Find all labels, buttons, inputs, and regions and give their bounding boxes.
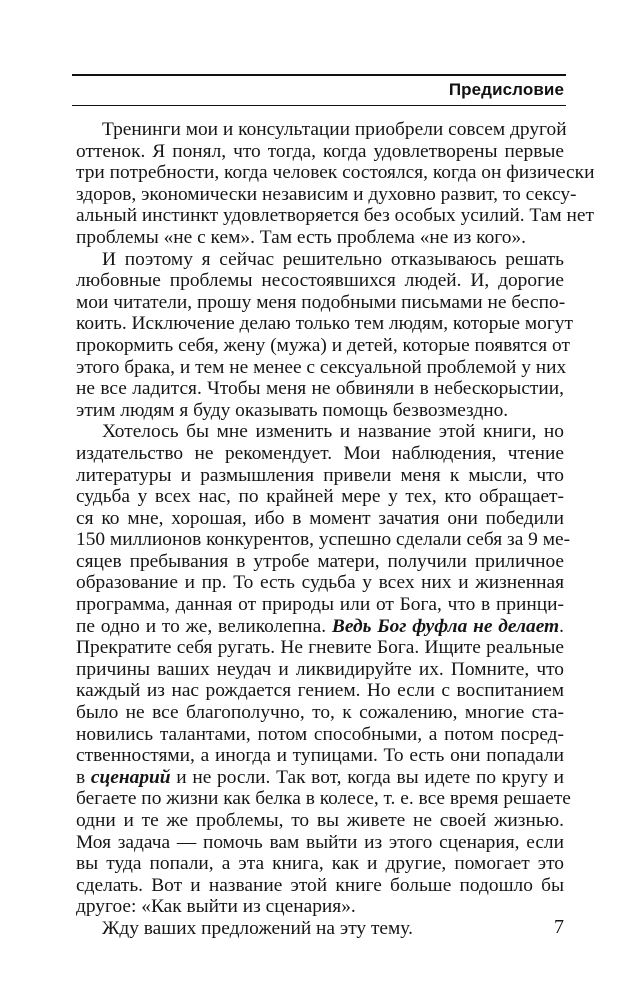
text-line: оттенок. Я понял, что тогда, когда удовлетворены первые xyxy=(76,140,564,162)
text-line: новились талантами, потом способными, а потом посред- xyxy=(76,723,564,745)
text-line: вы туда попали, а эта книга, как и другие, помогает это xyxy=(76,853,564,875)
text-run: и не росли. Так вот, когда вы идете по кругу и xyxy=(170,766,564,788)
text-line: другое: «Как выйти из сценария». xyxy=(76,896,356,918)
text-line: этим людям я буду оказывать помощь безвозмездно. xyxy=(76,399,509,421)
text-run: в xyxy=(76,766,91,788)
paragraph xyxy=(76,119,595,249)
text-line: сяцев пребывания в утробе матери, получили приличное xyxy=(76,550,564,572)
text-line: три потребности, когда человек состоялся, когда он физически xyxy=(76,162,595,184)
paragraph xyxy=(76,248,573,422)
text-line xyxy=(76,616,564,638)
text-line: причины ваших неудач и ликвидируйте их. Помните, что xyxy=(76,658,564,680)
text-line: Хотелось бы мне изменить и название этой книги, но xyxy=(102,421,564,443)
header-rule-top xyxy=(72,74,566,76)
text-line: Прекратите себя ругать. Не гневите Бога. Ищите реальные xyxy=(76,637,564,659)
text-line: литературы и размышления привели меня к мысли, что xyxy=(76,464,564,486)
header-rule-bottom xyxy=(72,105,566,106)
text-line: ся ко мне, хорошая, ибо в момент зачатия они победили xyxy=(76,507,564,529)
page-number: 7 xyxy=(554,916,564,938)
text-line: альный инстинкт удовлетворяется без особых усилий. Там нет xyxy=(76,205,594,227)
text-line: этого брака, и тем не менее с сексуальной проблемой у них xyxy=(76,356,567,378)
text-line: не все ладится. Чтобы меня не обвиняли в небескорыстии, xyxy=(76,378,564,400)
text-line: сделать. Вот и название этой книге больше подошло бы xyxy=(76,874,564,896)
text-line: Тренинги мои и консультации приобрели совсем другой xyxy=(102,119,567,140)
text-line: любовные проблемы несостоявшихся людей. И, дорогие xyxy=(76,270,564,292)
text-line: судьба у всех нас, по крайней мере у тех, кто обращает- xyxy=(76,486,564,508)
text-run: программа, данная от природы или от Бога, что в принци- xyxy=(76,594,564,616)
text-line: было не все благополучно, то, к сожалению, многие ста- xyxy=(76,702,564,724)
text-line: каждый из нас рождается гением. Но если с воспитанием xyxy=(76,680,564,702)
text-line: образование и пр. То есть судьба у всех них и жизненная xyxy=(76,572,564,594)
text-line: здоров, экономически независим и духовно развит, то сексу- xyxy=(76,183,577,205)
text-line: проблемы «не с кем». Там есть проблема «не из кого». xyxy=(76,226,526,248)
text-run: . xyxy=(559,615,564,637)
text-line: коить. Исключение делаю только тем людям, которые могут xyxy=(76,313,573,335)
text-line: издательство не рекомендует. Мои наблюдения, чтение xyxy=(76,442,564,464)
emphasized-text: Ведь Бог фуфла не делает xyxy=(331,615,560,637)
text-line: 150 миллионов конкурентов, успешно сделали себя за 9 ме- xyxy=(76,529,571,551)
paragraph xyxy=(76,421,571,918)
text-line: прокормить себя, жену (мужа) и детей, которые появятся от xyxy=(76,334,570,356)
text-line: Жду ваших предложений на эту тему. xyxy=(102,917,413,939)
text-line xyxy=(76,767,564,789)
text-line: мои читатели, прошу меня подобными письмами не беспо- xyxy=(76,291,566,313)
text-line: ственностями, а иногда и тупицами. То есть они попадали xyxy=(76,745,564,767)
body-text xyxy=(76,119,595,940)
emphasized-text: сценарий xyxy=(90,766,171,788)
text-line: бегаете по жизни как белка в колесе, т. е. все время решаете xyxy=(76,788,571,810)
running-header-title: Предисловие xyxy=(448,80,564,99)
text-line: Моя задача — помочь вам выйти из этого сценария, если xyxy=(76,831,564,853)
paragraph xyxy=(76,918,564,940)
text-line: И поэтому я сейчас решительно отказываюсь решать xyxy=(102,248,564,270)
text-run: пе одно и то же, великолепна. xyxy=(76,615,332,637)
text-line xyxy=(76,594,564,616)
text-line: одни и те же проблемы, то вы живете не своей жизнью. xyxy=(76,810,564,831)
